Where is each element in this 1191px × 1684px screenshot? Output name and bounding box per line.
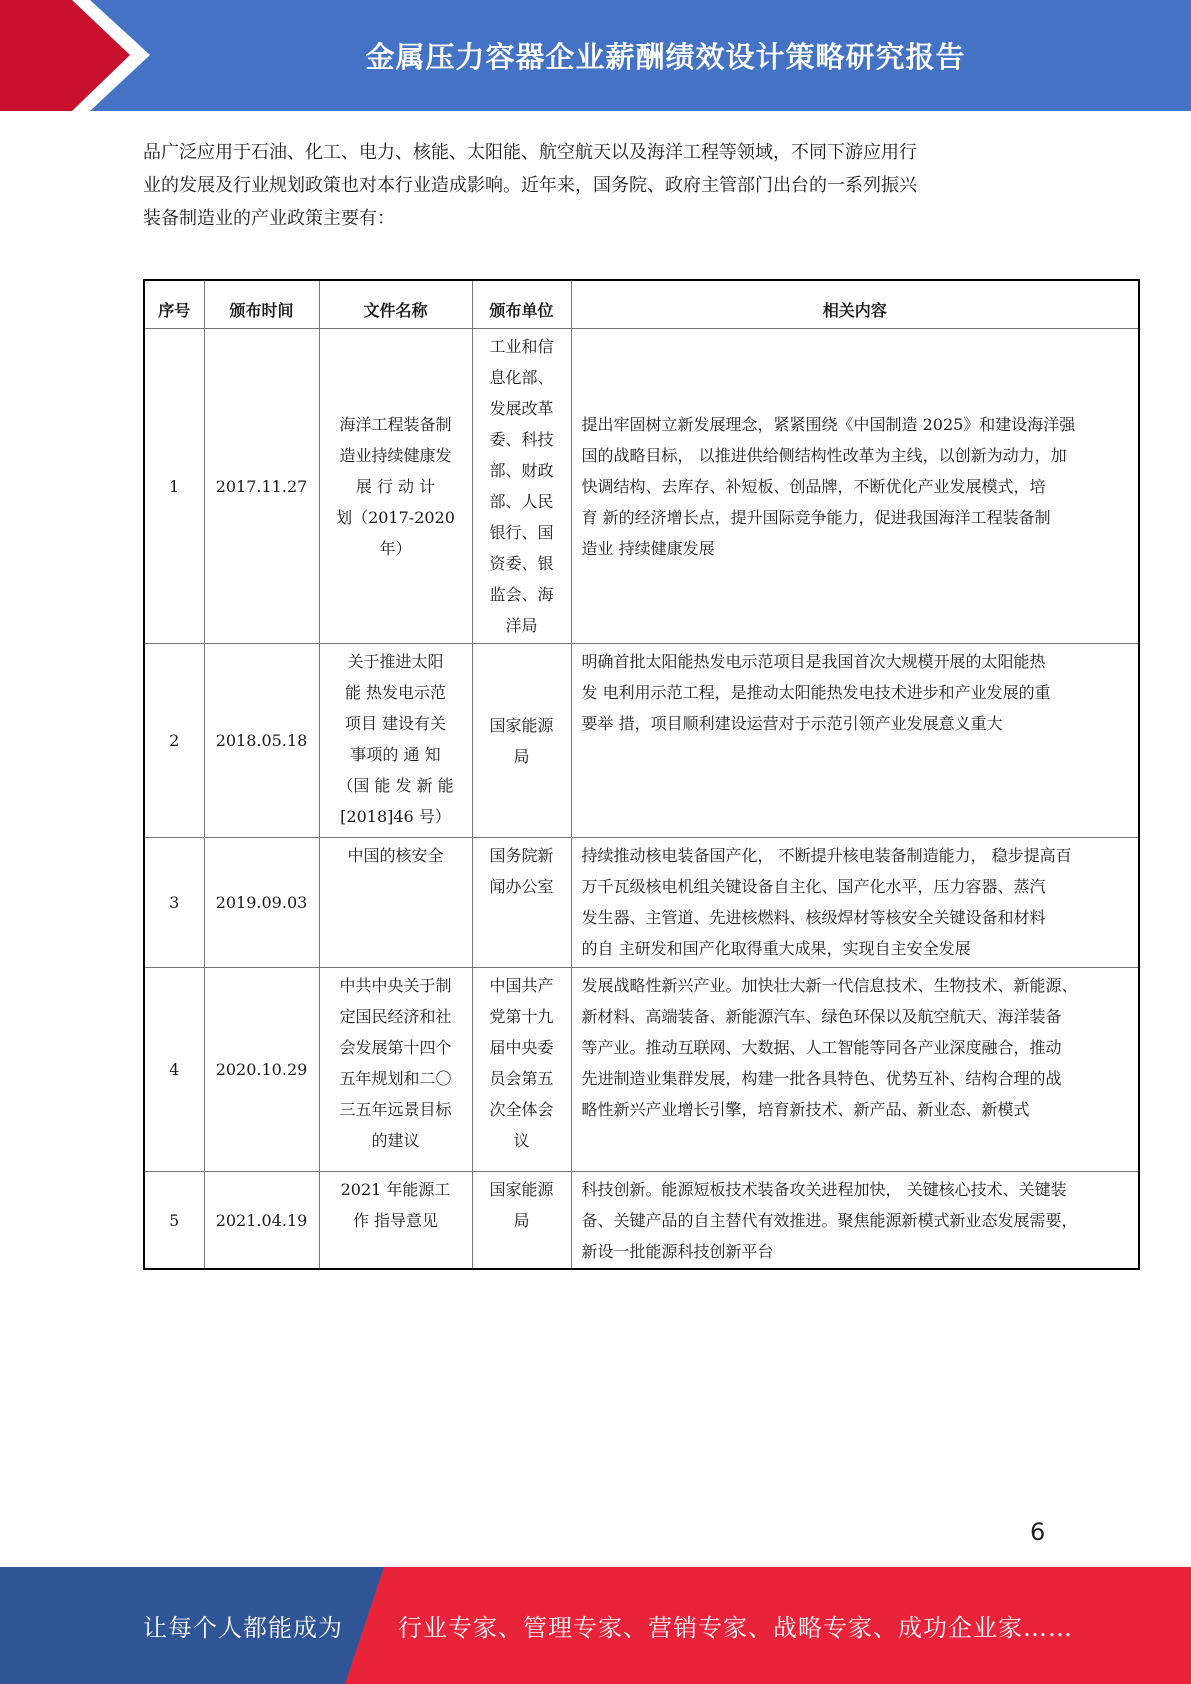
intro-line: 业的发展及行业规划政策也对本行业造成影响。近年来，国务院、政府主管部门出台的一系列振兴 (143, 175, 917, 196)
cell-date: 2017.11.27 (204, 329, 319, 644)
cell-date: 2021.04.19 (204, 1172, 319, 1270)
cell-content-line: 先进制造业集群发展，构建一批各具特色、优势互补、结构合理的战 (581, 1069, 1062, 1088)
cell-content-line: 发展战略性新兴产业。加快壮大新一代信息技术、生物技术、新能源、 (581, 976, 1078, 995)
cell-content-line: 发生器、主管道、先进核燃料、核级焊材等核安全关键设备和材料 (581, 908, 1046, 927)
cell-no: 1 (144, 329, 204, 644)
footer-slogan-left: 让每个人都能成为 (143, 1614, 343, 1642)
cell-unit-line: 发展改革 (489, 399, 554, 418)
cell-doc-name-line: 中共中央关于制 (339, 976, 452, 995)
cell-unit-line: 局 (513, 1211, 530, 1230)
cell-doc-name-line: 定国民经济和社 (339, 1007, 452, 1026)
cell-doc-name-line: 三五年远景目标 (339, 1100, 452, 1119)
cell-unit-line: 局 (513, 746, 530, 766)
cell-content-line: 等产业。推动互联网、大数据、人工智能等同各产业深度融合，推动 (581, 1038, 1062, 1057)
cell-content-line: 万千瓦级核电机组关键设备自主化、国产化水平，压力容器、蒸汽 (581, 877, 1046, 896)
cell-unit-line: 监会、海 (489, 585, 554, 604)
cell-doc-name-line: 中国的核安全 (347, 846, 444, 865)
cell-unit-line: 届中央委 (489, 1038, 554, 1057)
cell-no: 2 (144, 644, 204, 838)
cell-unit (472, 329, 571, 644)
intro-paragraph (143, 136, 1073, 235)
cell-unit-line: 息化部、 (489, 368, 554, 387)
cell-doc-name-line: 的建议 (371, 1131, 420, 1150)
cell-doc-name-line: 展 行 动 计 (355, 476, 436, 496)
col-header-unit: 颁布单位 (472, 280, 571, 329)
cell-doc-name-line: 年） (379, 538, 412, 558)
cell-unit-line: 闻办公室 (489, 877, 554, 896)
page-header (0, 0, 1191, 111)
cell-unit-line: 国务院新 (489, 846, 554, 865)
cell-unit-line: 次全体会 (489, 1100, 554, 1119)
cell-content (571, 968, 1139, 1172)
cell-doc-name-line: 2021 年能源工 (340, 1180, 451, 1199)
cell-content (571, 838, 1139, 968)
cell-date: 2018.05.18 (204, 644, 319, 838)
cell-no: 3 (144, 838, 204, 968)
cell-content-line: 的自 主研发和国产化取得重大成果，实现自主安全发展 (581, 939, 971, 958)
col-header-date: 颁布时间 (204, 280, 319, 329)
page-footer (0, 1567, 1191, 1684)
cell-content-line: 造业 持续健康发展 (581, 538, 715, 558)
cell-doc-name-line: 事项的 通 知 (350, 745, 441, 764)
cell-content (571, 644, 1139, 838)
cell-date: 2019.09.03 (204, 838, 319, 968)
page-title: 金属压力容器企业薪酬绩效设计策略研究报告 (365, 40, 966, 74)
table-row (144, 1172, 1139, 1270)
table-body (144, 329, 1139, 1270)
cell-doc-name-line: [2018]46 号） (340, 807, 451, 826)
cell-doc-name-line: 五年规划和二〇 (339, 1069, 452, 1088)
cell-content (571, 1172, 1139, 1270)
cell-doc-name-line: 海洋工程装备制 (339, 414, 452, 434)
page-number: 6 (1030, 1518, 1046, 1546)
cell-doc-name-line: 关于推进太阳 (347, 652, 444, 671)
cell-unit-line: 部、财政 (489, 461, 554, 480)
cell-unit-line: 部、人民 (489, 492, 554, 511)
cell-content-line: 明确首批太阳能热发电示范项目是我国首次大规模开展的太阳能热 (581, 652, 1046, 671)
cell-unit-line: 资委、银 (489, 554, 554, 573)
cell-content-line: 提出牢固树立新发展理念，紧紧围绕《中国制造 2025》和建设海洋强 (581, 414, 1076, 434)
cell-content-line: 科技创新。能源短板技术装备攻关进程加快， 关键核心技术、关键装 (581, 1180, 1067, 1199)
table-row (144, 968, 1139, 1172)
cell-unit-line: 洋局 (505, 616, 538, 635)
cell-doc-name-line: 会发展第十四个 (339, 1038, 452, 1057)
table-row (144, 329, 1139, 644)
col-header-doc: 文件名称 (319, 280, 472, 329)
cell-unit-line: 国家能源 (489, 1180, 554, 1199)
table-row (144, 838, 1139, 968)
cell-doc-name (319, 1172, 472, 1270)
cell-doc-name (319, 838, 472, 968)
cell-content (571, 329, 1139, 644)
cell-doc-name-line: 作 指导意见 (352, 1211, 439, 1230)
cell-unit-line: 银行、国 (489, 523, 554, 542)
cell-doc-name (319, 329, 472, 644)
cell-content-line: 要举 措，项目顺利建设运营对于示范引领产业发展意义重大 (581, 714, 1003, 733)
policy-table (143, 279, 1140, 1270)
cell-unit (472, 838, 571, 968)
cell-unit (472, 968, 571, 1172)
col-header-no: 序号 (144, 280, 204, 329)
cell-doc-name-line: 能 热发电示范 (344, 683, 447, 702)
cell-unit-line: 议 (513, 1131, 530, 1150)
cell-no: 4 (144, 968, 204, 1172)
cell-doc-name-line: 造业持续健康发 (339, 445, 452, 465)
cell-content-line: 略性新兴产业增长引擎，培育新技术、新产品、新业态、新模式 (581, 1100, 1030, 1119)
cell-content-line: 持续推动核电装备国产化， 不断提升核电装备制造能力， 稳步提高百 (581, 846, 1072, 865)
table-row (144, 644, 1139, 838)
cell-content-line: 发 电利用示范工程，是推动太阳能热发电技术进步和产业发展的重 (581, 683, 1051, 702)
cell-doc-name-line: 划（2017-2020 (336, 507, 455, 527)
cell-no: 5 (144, 1172, 204, 1270)
intro-line: 品广泛应用于石油、化工、电力、核能、太阳能、航空航天以及海洋工程等领域，不同下游应用行 (143, 142, 917, 163)
header-arrow-decoration (0, 0, 150, 111)
cell-unit-line: 国家能源 (489, 715, 554, 735)
cell-doc-name-line: 项目 建设有关 (344, 714, 447, 733)
cell-content-line: 新材料、高端装备、新能源汽车、绿色环保以及航空航天、海洋装备 (581, 1007, 1062, 1026)
cell-content-line: 国的战略目标， 以推进供给侧结构性改革为主线，以创新为动力，加 (581, 445, 1067, 465)
cell-unit-line: 工业和信 (489, 337, 554, 356)
cell-content-line: 新设一批能源科技创新平台 (581, 1242, 774, 1261)
table-header-row (144, 280, 1139, 329)
cell-doc-name-line: （国 能 发 新 能 (337, 776, 454, 795)
cell-unit-line: 中国共产 (489, 976, 554, 995)
cell-date: 2020.10.29 (204, 968, 319, 1172)
cell-unit (472, 1172, 571, 1270)
intro-line: 装备制造业的产业政策主要有： (143, 208, 395, 229)
col-header-content: 相关内容 (571, 280, 1139, 329)
cell-doc-name (319, 644, 472, 838)
cell-doc-name (319, 968, 472, 1172)
cell-unit (472, 644, 571, 838)
cell-unit-line: 委、科技 (489, 430, 554, 449)
cell-content-line: 备、关键产品的自主替代有效推进。聚焦能源新模式新业态发展需要， (581, 1211, 1078, 1230)
cell-content-line: 快调结构、去库存、补短板、创品牌，不断优化产业发展模式，培 (581, 476, 1046, 496)
cell-content-line: 育 新的经济增长点，提升国际竞争能力，促进我国海洋工程装备制 (581, 507, 1051, 527)
cell-unit-line: 员会第五 (489, 1069, 554, 1088)
footer-slogan-right: 行业专家、管理专家、营销专家、战略专家、成功企业家…… (398, 1614, 1073, 1642)
cell-unit-line: 党第十九 (489, 1007, 554, 1026)
